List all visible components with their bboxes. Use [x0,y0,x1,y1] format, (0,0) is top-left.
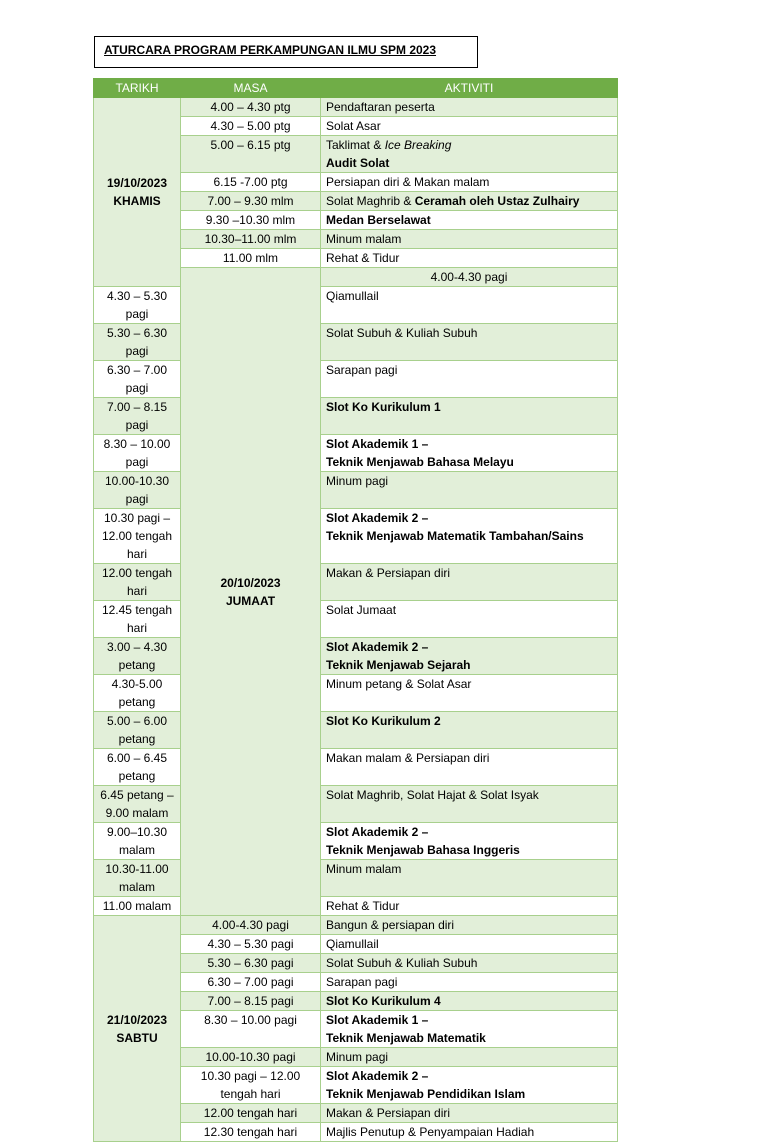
time-cell: 5.30 – 6.30 pagi [181,954,321,973]
activity-cell: Majlis Penutup & Penyampaian Hadiah [321,1123,618,1142]
date-cell-day-2 [181,268,321,916]
activity-cell: Qiamullail [321,287,618,324]
time-cell: 6.45 petang – 9.00 malam [94,786,181,823]
activity-cell [321,1011,618,1048]
document-title: ATURCARA PROGRAM PERKAMPUNGAN ILMU SPM 2023 [94,36,478,68]
activity-cell: Sarapan pagi [321,361,618,398]
table-row [94,472,618,509]
table-row [94,361,618,398]
time-cell: 10.30–11.00 mlm [181,230,321,249]
time-cell: 9.30 –10.30 mlm [181,211,321,230]
activity-cell [321,509,618,564]
time-cell: 4.00 – 4.30 ptg [181,98,321,117]
date-cell-day-3 [94,916,181,1142]
time-cell: 6.00 – 6.45 petang [94,749,181,786]
time-cell: 7.00 – 9.30 mlm [181,192,321,211]
table-row [94,509,618,564]
activity-cell [321,638,618,675]
activity-line2: Teknik Menjawab Pendidikan Islam [326,1087,526,1101]
activity-line1: Slot Akademik 2 – [326,825,429,839]
activity-cell: Minum petang & Solat Asar [321,675,618,712]
time-cell: 12.45 tengah hari [94,601,181,638]
time-cell: 4.30 – 5.00 ptg [181,117,321,136]
activity-line1: Slot Akademik 1 – [326,1013,429,1027]
activity-italic-text: Ice Breaking [384,138,452,152]
activity-cell: Minum pagi [321,1048,618,1067]
table-row [94,786,618,823]
time-cell: 10.00-10.30 pagi [94,472,181,509]
day-name: KHAMIS [113,194,161,208]
activity-line1: Slot Akademik 2 – [326,640,429,654]
activity-line2: Teknik Menjawab Matematik Tambahan/Sains [326,529,584,543]
activity-cell: Bangun & persiapan diri [321,916,618,935]
table-header-row [94,79,618,98]
time-cell: 12.00 tengah hari [181,1104,321,1123]
activity-line1: Slot Akademik 2 – [326,511,429,525]
activity-text: Solat Maghrib & [326,194,415,208]
table-row [94,638,618,675]
date-cell-day-1 [94,98,181,287]
activity-cell: Solat Jumaat [321,601,618,638]
time-cell: 10.30 pagi – 12.00 tengah hari [94,509,181,564]
activity-cell [321,435,618,472]
activity-cell: Medan Berselawat [321,211,618,230]
date-text: 19/10/2023 [106,176,168,190]
time-cell: 6.15 -7.00 ptg [181,173,321,192]
date-text: 21/10/2023 [106,1012,168,1027]
time-cell: 11.00 mlm [181,249,321,268]
header-date: TARIKH [94,79,181,98]
activity-cell: Makan & Persiapan diri [321,564,618,601]
time-cell: 5.00 – 6.00 petang [94,712,181,749]
activity-text: Taklimat & [326,138,385,152]
activity-line2: Teknik Menjawab Sejarah [326,658,471,672]
table-row [94,897,618,916]
time-cell: 4.30 – 5.30 pagi [94,287,181,324]
activity-line1: Slot Akademik 2 – [326,1069,429,1083]
table-row [94,712,618,749]
header-time: MASA [181,79,321,98]
time-cell: 7.00 – 8.15 pagi [181,992,321,1011]
activity-cell: Solat Subuh & Kuliah Subuh [321,954,618,973]
activity-line2: Teknik Menjawab Bahasa Inggeris [326,843,520,857]
activity-cell: Makan & Persiapan diri [321,1104,618,1123]
activity-cell: Solat Maghrib, Solat Hajat & Solat Isyak [321,786,618,823]
time-cell: 6.30 – 7.00 pagi [94,361,181,398]
activity-cell: Rehat & Tidur [321,249,618,268]
activity-cell [321,192,618,211]
activity-bold-text: Ceramah oleh Ustaz Zulhairy [414,194,580,208]
day-name: SABTU [116,1030,158,1045]
activity-cell: Persiapan diri & Makan malam [321,173,618,192]
activity-cell [321,136,618,173]
time-cell: 6.30 – 7.00 pagi [181,973,321,992]
activity-cell: Solat Subuh & Kuliah Subuh [321,324,618,361]
table-row [94,916,618,935]
time-cell: 5.30 – 6.30 pagi [94,324,181,361]
activity-line2: Teknik Menjawab Matematik [326,1031,486,1045]
table-row [94,860,618,897]
activity-cell: Solat Asar [321,117,618,136]
activity-cell: Rehat & Tidur [321,897,618,916]
header-activity: AKTIVITI [321,79,618,98]
activity-cell: Qiamullail [321,935,618,954]
time-cell: 10.30-11.00 malam [94,860,181,897]
activity-cell: Slot Ko Kurikulum 1 [321,398,618,435]
time-cell: 4.30-5.00 petang [94,675,181,712]
time-cell: 4.00-4.30 pagi [181,916,321,935]
activity-cell: Slot Ko Kurikulum 2 [321,712,618,749]
time-cell: 10.30 pagi – 12.00 tengah hari [181,1067,321,1104]
activity-cell: Sarapan pagi [321,973,618,992]
time-cell: 7.00 – 8.15 pagi [94,398,181,435]
time-cell: 12.00 tengah hari [94,564,181,601]
table-row [94,823,618,860]
time-cell: 4.00-4.30 pagi [321,268,618,287]
table-row [94,398,618,435]
schedule-table [93,78,618,1142]
time-cell: 5.00 – 6.15 ptg [181,136,321,173]
table-row [94,749,618,786]
activity-line2: Audit Solat [326,156,390,170]
activity-line1: Slot Akademik 1 – [326,437,429,451]
table-row [94,98,618,117]
activity-cell: Makan malam & Persiapan diri [321,749,618,786]
time-cell: 10.00-10.30 pagi [181,1048,321,1067]
activity-cell [321,823,618,860]
time-cell: 4.30 – 5.30 pagi [181,935,321,954]
activity-cell: Slot Ko Kurikulum 4 [321,992,618,1011]
table-row [94,324,618,361]
activity-cell: Minum malam [321,860,618,897]
activity-cell: Minum pagi [321,472,618,509]
date-text: 20/10/2023 [220,575,281,590]
activity-line2: Teknik Menjawab Bahasa Melayu [326,455,514,469]
activity-cell: Pendaftaran peserta [321,98,618,117]
table-row [94,435,618,472]
table-row [94,564,618,601]
table-row [94,287,618,324]
table-row [94,601,618,638]
activity-cell [321,1067,618,1104]
time-cell: 12.30 tengah hari [181,1123,321,1142]
day-name: JUMAAT [225,593,276,608]
time-cell: 3.00 – 4.30 petang [94,638,181,675]
time-cell: 9.00–10.30 malam [94,823,181,860]
time-cell: 11.00 malam [94,897,181,916]
activity-cell: Minum malam [321,230,618,249]
table-row [94,675,618,712]
time-cell: 8.30 – 10.00 pagi [94,435,181,472]
time-cell: 8.30 – 10.00 pagi [181,1011,321,1048]
